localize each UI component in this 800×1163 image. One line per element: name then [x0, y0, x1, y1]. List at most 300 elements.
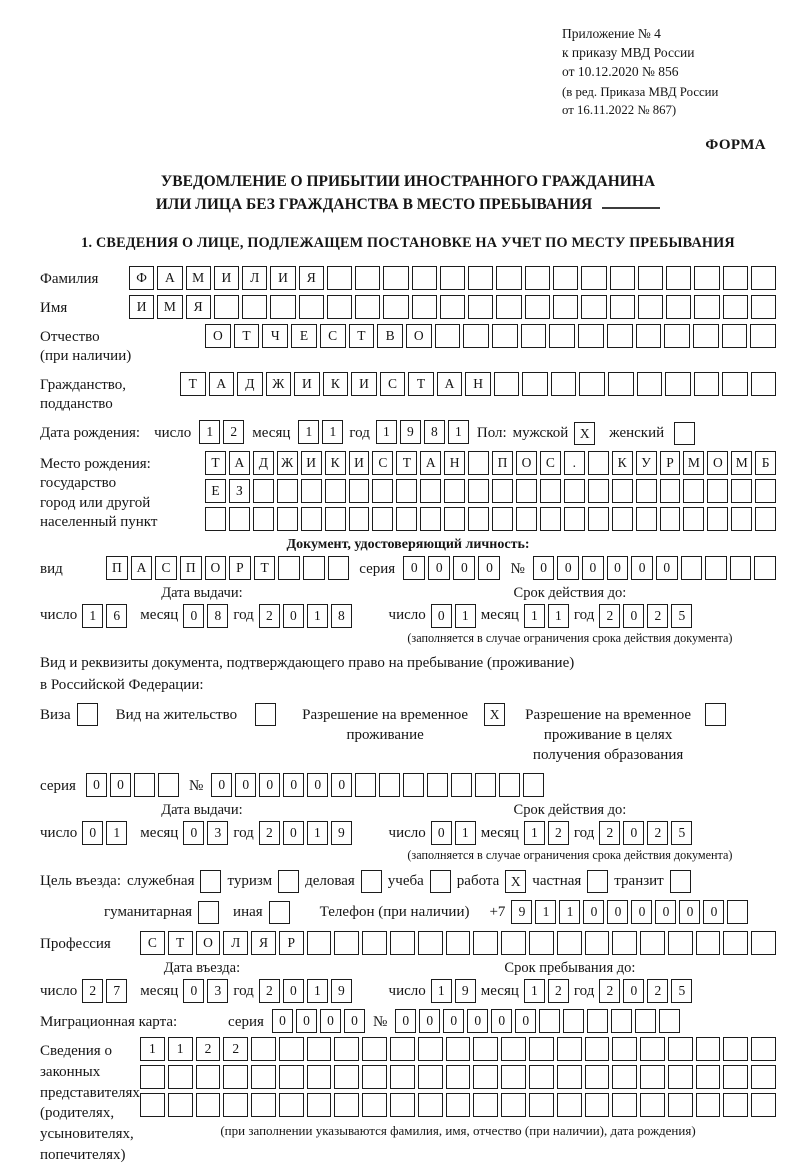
char-cell[interactable] [473, 1065, 498, 1089]
char-cell[interactable]: 2 [599, 979, 620, 1003]
char-cell[interactable] [694, 266, 719, 290]
char-cell[interactable]: 0 [419, 1009, 440, 1033]
char-cell[interactable] [523, 773, 544, 797]
char-cell[interactable]: Р [660, 451, 681, 475]
char-cell[interactable] [390, 1093, 415, 1117]
char-cell[interactable]: М [731, 451, 752, 475]
char-cell[interactable] [612, 479, 633, 503]
char-cell[interactable] [707, 507, 728, 531]
char-cell[interactable] [496, 295, 521, 319]
char-cell[interactable]: Н [465, 372, 491, 396]
char-cell[interactable] [440, 266, 465, 290]
char-cell[interactable] [529, 1037, 554, 1061]
char-cell[interactable] [473, 931, 498, 955]
char-cell[interactable] [307, 931, 332, 955]
char-cell[interactable] [349, 507, 370, 531]
char-cell[interactable] [270, 295, 295, 319]
char-cell[interactable]: О [707, 451, 728, 475]
char-cell[interactable] [553, 295, 578, 319]
char-cell[interactable]: 1 [524, 821, 545, 845]
char-cell[interactable] [731, 507, 752, 531]
char-cell[interactable] [636, 324, 662, 348]
char-cell[interactable]: К [325, 451, 346, 475]
char-cell[interactable]: 0 [607, 900, 628, 924]
char-cell[interactable] [612, 1093, 637, 1117]
char-cell[interactable]: . [564, 451, 585, 475]
char-cell[interactable] [525, 266, 550, 290]
char-cell[interactable] [501, 1093, 526, 1117]
char-cell[interactable]: 0 [557, 556, 579, 580]
char-cell[interactable]: Р [279, 931, 304, 955]
purpose-tourism-checkbox[interactable] [278, 870, 299, 893]
char-cell[interactable]: В [377, 324, 403, 348]
char-cell[interactable] [664, 324, 690, 348]
char-cell[interactable]: 8 [331, 604, 352, 628]
char-cell[interactable] [612, 931, 637, 955]
char-cell[interactable] [666, 295, 691, 319]
char-cell[interactable]: 0 [320, 1009, 341, 1033]
char-cell[interactable] [473, 1037, 498, 1061]
char-cell[interactable]: 0 [235, 773, 256, 797]
char-cell[interactable] [334, 931, 359, 955]
char-cell[interactable]: 9 [511, 900, 532, 924]
char-cell[interactable]: А [209, 372, 235, 396]
char-cell[interactable] [668, 931, 693, 955]
char-cell[interactable]: 0 [656, 556, 678, 580]
char-cell[interactable]: 0 [431, 821, 452, 845]
char-cell[interactable]: 0 [283, 773, 304, 797]
char-cell[interactable] [446, 1093, 471, 1117]
char-cell[interactable]: У [636, 451, 657, 475]
char-cell[interactable] [668, 1065, 693, 1089]
char-cell[interactable] [327, 266, 352, 290]
char-cell[interactable] [564, 479, 585, 503]
char-cell[interactable]: 0 [331, 773, 352, 797]
char-cell[interactable]: 1 [524, 979, 545, 1003]
char-cell[interactable]: О [205, 324, 231, 348]
char-cell[interactable] [229, 507, 250, 531]
char-cell[interactable]: И [129, 295, 154, 319]
char-cell[interactable]: 0 [623, 604, 644, 628]
char-cell[interactable] [501, 1037, 526, 1061]
char-cell[interactable] [581, 295, 606, 319]
char-cell[interactable] [579, 372, 605, 396]
char-cell[interactable]: 2 [223, 420, 244, 444]
char-cell[interactable] [696, 1037, 721, 1061]
char-cell[interactable] [349, 479, 370, 503]
char-cell[interactable]: 1 [535, 900, 556, 924]
char-cell[interactable] [396, 507, 417, 531]
purpose-work-checkbox[interactable]: X [505, 870, 526, 893]
char-cell[interactable] [540, 479, 561, 503]
char-cell[interactable] [251, 1093, 276, 1117]
char-cell[interactable]: Т [234, 324, 260, 348]
option-residence-permit-checkbox[interactable] [255, 703, 276, 726]
char-cell[interactable]: А [420, 451, 441, 475]
char-cell[interactable] [516, 507, 537, 531]
char-cell[interactable]: 1 [199, 420, 220, 444]
char-cell[interactable] [636, 479, 657, 503]
char-cell[interactable]: Б [755, 451, 776, 475]
char-cell[interactable]: 6 [106, 604, 127, 628]
char-cell[interactable]: Я [186, 295, 211, 319]
char-cell[interactable] [468, 266, 493, 290]
char-cell[interactable]: М [683, 451, 704, 475]
char-cell[interactable]: Т [168, 931, 193, 955]
char-cell[interactable]: 0 [631, 556, 653, 580]
char-cell[interactable] [635, 1009, 656, 1033]
char-cell[interactable] [383, 295, 408, 319]
char-cell[interactable] [612, 507, 633, 531]
char-cell[interactable] [659, 1009, 680, 1033]
char-cell[interactable] [638, 266, 663, 290]
char-cell[interactable]: 1 [298, 420, 319, 444]
char-cell[interactable] [723, 1037, 748, 1061]
char-cell[interactable] [444, 479, 465, 503]
char-cell[interactable]: 1 [548, 604, 569, 628]
char-cell[interactable]: 0 [283, 604, 304, 628]
char-cell[interactable] [585, 1093, 610, 1117]
char-cell[interactable]: 0 [623, 979, 644, 1003]
char-cell[interactable] [612, 1065, 637, 1089]
char-cell[interactable] [607, 324, 633, 348]
char-cell[interactable]: 5 [671, 821, 692, 845]
char-cell[interactable] [223, 1065, 248, 1089]
char-cell[interactable]: Е [205, 479, 226, 503]
char-cell[interactable]: 0 [431, 604, 452, 628]
char-cell[interactable] [525, 295, 550, 319]
char-cell[interactable] [585, 1037, 610, 1061]
char-cell[interactable] [522, 372, 548, 396]
char-cell[interactable] [435, 324, 461, 348]
char-cell[interactable]: Д [253, 451, 274, 475]
char-cell[interactable] [446, 931, 471, 955]
char-cell[interactable]: Л [242, 266, 267, 290]
char-cell[interactable] [638, 295, 663, 319]
char-cell[interactable] [492, 324, 518, 348]
char-cell[interactable] [420, 507, 441, 531]
char-cell[interactable]: О [406, 324, 432, 348]
char-cell[interactable] [301, 507, 322, 531]
char-cell[interactable] [412, 295, 437, 319]
option-temp-residence-checkbox[interactable]: X [484, 703, 505, 726]
char-cell[interactable] [727, 900, 748, 924]
char-cell[interactable] [751, 266, 776, 290]
char-cell[interactable] [279, 1093, 304, 1117]
char-cell[interactable]: 0 [82, 821, 103, 845]
char-cell[interactable]: Т [205, 451, 226, 475]
char-cell[interactable]: 0 [679, 900, 700, 924]
char-cell[interactable]: 1 [307, 604, 328, 628]
char-cell[interactable] [446, 1065, 471, 1089]
char-cell[interactable] [372, 479, 393, 503]
char-cell[interactable]: 0 [655, 900, 676, 924]
char-cell[interactable]: 3 [207, 979, 228, 1003]
char-cell[interactable] [307, 1037, 332, 1061]
char-cell[interactable] [301, 479, 322, 503]
char-cell[interactable] [362, 931, 387, 955]
char-cell[interactable] [587, 1009, 608, 1033]
char-cell[interactable] [608, 372, 634, 396]
char-cell[interactable]: 2 [548, 979, 569, 1003]
char-cell[interactable] [362, 1037, 387, 1061]
char-cell[interactable] [751, 372, 777, 396]
char-cell[interactable] [279, 1065, 304, 1089]
char-cell[interactable] [362, 1093, 387, 1117]
char-cell[interactable] [468, 479, 489, 503]
char-cell[interactable] [666, 266, 691, 290]
char-cell[interactable] [492, 479, 513, 503]
option-visa-checkbox[interactable] [77, 703, 98, 726]
char-cell[interactable]: И [294, 372, 320, 396]
char-cell[interactable] [581, 266, 606, 290]
char-cell[interactable] [611, 1009, 632, 1033]
char-cell[interactable] [529, 931, 554, 955]
char-cell[interactable]: 2 [82, 979, 103, 1003]
char-cell[interactable]: 2 [223, 1037, 248, 1061]
char-cell[interactable]: 0 [395, 1009, 416, 1033]
char-cell[interactable] [640, 1065, 665, 1089]
char-cell[interactable] [585, 1065, 610, 1089]
char-cell[interactable]: О [205, 556, 227, 580]
char-cell[interactable]: 9 [331, 821, 352, 845]
char-cell[interactable]: И [349, 451, 370, 475]
char-cell[interactable] [168, 1093, 193, 1117]
char-cell[interactable] [723, 266, 748, 290]
char-cell[interactable] [723, 1093, 748, 1117]
char-cell[interactable] [501, 1065, 526, 1089]
char-cell[interactable] [327, 295, 352, 319]
char-cell[interactable] [362, 1065, 387, 1089]
char-cell[interactable] [539, 1009, 560, 1033]
char-cell[interactable] [253, 507, 274, 531]
char-cell[interactable]: М [157, 295, 182, 319]
char-cell[interactable]: 2 [259, 979, 280, 1003]
char-cell[interactable] [723, 931, 748, 955]
char-cell[interactable]: 0 [183, 979, 204, 1003]
char-cell[interactable] [205, 507, 226, 531]
char-cell[interactable] [549, 324, 575, 348]
char-cell[interactable]: 2 [599, 821, 620, 845]
char-cell[interactable] [563, 1009, 584, 1033]
char-cell[interactable]: А [157, 266, 182, 290]
char-cell[interactable]: А [131, 556, 153, 580]
char-cell[interactable] [372, 507, 393, 531]
char-cell[interactable] [383, 266, 408, 290]
char-cell[interactable] [418, 1065, 443, 1089]
char-cell[interactable]: 2 [259, 821, 280, 845]
char-cell[interactable]: 0 [443, 1009, 464, 1033]
char-cell[interactable] [722, 324, 748, 348]
char-cell[interactable]: 0 [478, 556, 500, 580]
char-cell[interactable] [325, 479, 346, 503]
char-cell[interactable] [751, 1093, 776, 1117]
char-cell[interactable] [588, 479, 609, 503]
char-cell[interactable] [196, 1065, 221, 1089]
char-cell[interactable]: Т [349, 324, 375, 348]
char-cell[interactable] [418, 931, 443, 955]
char-cell[interactable] [277, 507, 298, 531]
char-cell[interactable] [242, 295, 267, 319]
char-cell[interactable]: П [492, 451, 513, 475]
char-cell[interactable]: Т [408, 372, 434, 396]
char-cell[interactable]: 0 [259, 773, 280, 797]
char-cell[interactable]: Л [223, 931, 248, 955]
char-cell[interactable] [379, 773, 400, 797]
sex-male-checkbox[interactable]: X [574, 422, 595, 445]
char-cell[interactable]: С [380, 372, 406, 396]
char-cell[interactable] [696, 931, 721, 955]
char-cell[interactable] [696, 1093, 721, 1117]
char-cell[interactable]: 1 [455, 604, 476, 628]
char-cell[interactable]: 0 [272, 1009, 293, 1033]
char-cell[interactable]: 9 [400, 420, 421, 444]
char-cell[interactable]: Ч [262, 324, 288, 348]
char-cell[interactable]: Р [229, 556, 251, 580]
char-cell[interactable] [557, 931, 582, 955]
char-cell[interactable] [578, 324, 604, 348]
char-cell[interactable] [440, 295, 465, 319]
char-cell[interactable] [705, 556, 727, 580]
char-cell[interactable] [418, 1037, 443, 1061]
char-cell[interactable]: 1 [106, 821, 127, 845]
char-cell[interactable] [499, 773, 520, 797]
char-cell[interactable]: Ж [266, 372, 292, 396]
char-cell[interactable]: 0 [283, 821, 304, 845]
char-cell[interactable] [551, 372, 577, 396]
char-cell[interactable] [707, 479, 728, 503]
char-cell[interactable] [723, 295, 748, 319]
char-cell[interactable]: 0 [623, 821, 644, 845]
char-cell[interactable]: Ф [129, 266, 154, 290]
char-cell[interactable] [723, 1065, 748, 1089]
char-cell[interactable] [637, 372, 663, 396]
char-cell[interactable]: 1 [82, 604, 103, 628]
char-cell[interactable] [420, 479, 441, 503]
char-cell[interactable] [307, 1065, 332, 1089]
char-cell[interactable] [665, 372, 691, 396]
char-cell[interactable] [140, 1065, 165, 1089]
char-cell[interactable]: 0 [86, 773, 107, 797]
char-cell[interactable]: 2 [647, 821, 668, 845]
char-cell[interactable] [553, 266, 578, 290]
char-cell[interactable]: 0 [110, 773, 131, 797]
char-cell[interactable]: 1 [376, 420, 397, 444]
char-cell[interactable]: К [612, 451, 633, 475]
char-cell[interactable] [278, 556, 300, 580]
char-cell[interactable]: И [270, 266, 295, 290]
char-cell[interactable]: 0 [183, 821, 204, 845]
char-cell[interactable]: 9 [331, 979, 352, 1003]
char-cell[interactable]: Т [396, 451, 417, 475]
char-cell[interactable] [427, 773, 448, 797]
char-cell[interactable]: 5 [671, 979, 692, 1003]
char-cell[interactable] [325, 507, 346, 531]
char-cell[interactable] [303, 556, 325, 580]
char-cell[interactable]: 0 [296, 1009, 317, 1033]
char-cell[interactable] [412, 266, 437, 290]
char-cell[interactable]: Ж [277, 451, 298, 475]
char-cell[interactable]: Я [251, 931, 276, 955]
char-cell[interactable] [730, 556, 752, 580]
char-cell[interactable]: Д [237, 372, 263, 396]
char-cell[interactable]: 2 [647, 604, 668, 628]
char-cell[interactable] [750, 324, 776, 348]
char-cell[interactable]: 1 [559, 900, 580, 924]
char-cell[interactable] [668, 1093, 693, 1117]
char-cell[interactable] [557, 1037, 582, 1061]
char-cell[interactable] [468, 451, 489, 475]
char-cell[interactable] [299, 295, 324, 319]
char-cell[interactable] [755, 507, 776, 531]
char-cell[interactable] [494, 372, 520, 396]
char-cell[interactable]: 3 [207, 821, 228, 845]
char-cell[interactable]: Я [299, 266, 324, 290]
char-cell[interactable] [751, 1037, 776, 1061]
purpose-humanitarian-checkbox[interactable] [198, 901, 219, 924]
char-cell[interactable]: 0 [183, 604, 204, 628]
purpose-private-checkbox[interactable] [587, 870, 608, 893]
char-cell[interactable]: 0 [344, 1009, 365, 1033]
char-cell[interactable]: 0 [211, 773, 232, 797]
char-cell[interactable] [168, 1065, 193, 1089]
char-cell[interactable] [640, 1037, 665, 1061]
char-cell[interactable]: 0 [491, 1009, 512, 1033]
char-cell[interactable]: Т [180, 372, 206, 396]
char-cell[interactable] [588, 451, 609, 475]
char-cell[interactable] [279, 1037, 304, 1061]
purpose-transit-checkbox[interactable] [670, 870, 691, 893]
char-cell[interactable]: 1 [524, 604, 545, 628]
char-cell[interactable]: С [540, 451, 561, 475]
char-cell[interactable] [564, 507, 585, 531]
char-cell[interactable]: Е [291, 324, 317, 348]
purpose-official-checkbox[interactable] [200, 870, 221, 893]
char-cell[interactable] [668, 1037, 693, 1061]
char-cell[interactable]: О [196, 931, 221, 955]
char-cell[interactable] [468, 507, 489, 531]
purpose-other-checkbox[interactable] [269, 901, 290, 924]
char-cell[interactable] [334, 1037, 359, 1061]
char-cell[interactable] [521, 324, 547, 348]
char-cell[interactable] [355, 295, 380, 319]
char-cell[interactable]: 1 [307, 821, 328, 845]
char-cell[interactable] [694, 372, 720, 396]
char-cell[interactable] [444, 507, 465, 531]
purpose-business-checkbox[interactable] [361, 870, 382, 893]
char-cell[interactable]: 1 [431, 979, 452, 1003]
char-cell[interactable]: 1 [322, 420, 343, 444]
char-cell[interactable]: 2 [548, 821, 569, 845]
char-cell[interactable] [696, 1065, 721, 1089]
char-cell[interactable]: К [323, 372, 349, 396]
char-cell[interactable] [529, 1093, 554, 1117]
char-cell[interactable]: 8 [207, 604, 228, 628]
char-cell[interactable] [473, 1093, 498, 1117]
char-cell[interactable]: 2 [647, 979, 668, 1003]
char-cell[interactable]: 1 [448, 420, 469, 444]
char-cell[interactable]: 0 [453, 556, 475, 580]
char-cell[interactable]: 0 [703, 900, 724, 924]
char-cell[interactable] [681, 556, 703, 580]
char-cell[interactable] [251, 1037, 276, 1061]
char-cell[interactable]: С [155, 556, 177, 580]
char-cell[interactable]: И [351, 372, 377, 396]
char-cell[interactable] [251, 1065, 276, 1089]
char-cell[interactable]: О [516, 451, 537, 475]
char-cell[interactable]: 0 [582, 556, 604, 580]
char-cell[interactable]: 7 [106, 979, 127, 1003]
